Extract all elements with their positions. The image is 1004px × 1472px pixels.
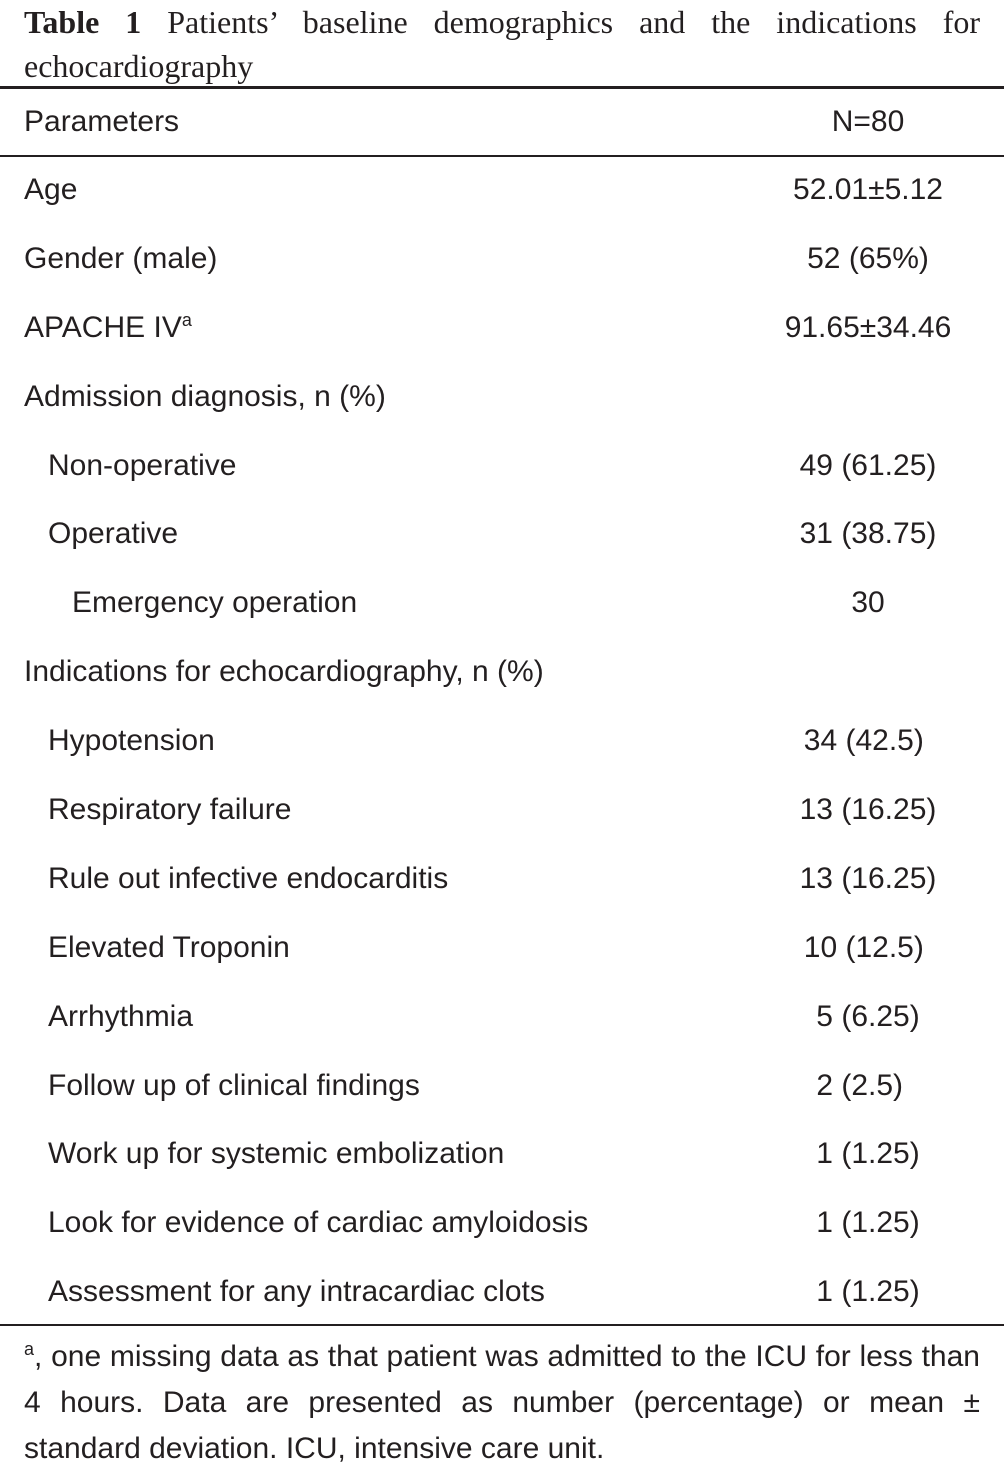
row-superscript: a — [181, 309, 192, 330]
row-value: 31 (38.75) — [799, 517, 937, 551]
table-row — [0, 501, 1004, 570]
row-parameter-text: Operative — [48, 517, 179, 551]
table-row — [0, 226, 1004, 295]
table-row — [0, 984, 1004, 1053]
table-row — [0, 777, 1004, 846]
table-row — [0, 915, 1004, 984]
bottom-rule — [0, 1324, 1004, 1326]
table-row — [0, 1053, 1004, 1122]
row-parameter — [48, 793, 291, 827]
row-parameter — [48, 862, 448, 896]
row-parameter-text: Follow up of clinical findings — [48, 1068, 420, 1102]
footnote-marker: a — [24, 1339, 35, 1359]
row-parameter — [48, 1206, 588, 1240]
footnote-text: , one missing data as that patient was admitted to the ICU for less than 4 hours. Data are presented as number (percentage) or mean ± standard deviation. ICU, intensive care unit. — [24, 1340, 980, 1465]
header-parameters: Parameters — [24, 105, 180, 138]
table-title: Patients’ baseline demographics and the indications for echocardiography — [24, 4, 981, 84]
row-value: 1 (1.25) — [807, 1206, 929, 1240]
table-row — [0, 295, 1004, 364]
row-parameter-text: Age — [24, 173, 78, 206]
row-parameter-text: Hypotension — [48, 724, 215, 758]
row-value: 52 (65%) — [807, 241, 929, 275]
row-parameter-text: Emergency operation — [72, 586, 358, 620]
row-parameter — [48, 449, 236, 483]
table-caption — [24, 0, 980, 88]
row-value: 13 (16.25) — [799, 861, 937, 895]
row-value: 30 — [851, 586, 885, 620]
table-header — [0, 89, 1004, 155]
row-parameter-text: Admission diagnosis, n (%) — [24, 379, 386, 413]
table-body — [0, 157, 1004, 1328]
row-parameter-text: APACHE IV — [24, 310, 182, 344]
table-row — [0, 157, 1004, 226]
row-parameter — [48, 1069, 420, 1103]
row-parameter — [48, 1000, 193, 1034]
row-value: 1 (1.25) — [807, 1275, 929, 1309]
row-parameter — [24, 380, 386, 414]
row-parameter — [72, 586, 357, 620]
row-parameter-text: Work up for systemic embolization — [48, 1137, 505, 1171]
row-value: 91.65±34.46 — [784, 310, 952, 344]
row-value: 49 (61.25) — [799, 448, 937, 482]
row-parameter — [24, 173, 77, 207]
table-row — [0, 639, 1004, 708]
row-parameter-text: Elevated Troponin — [48, 930, 290, 964]
row-value: 52.01±5.12 — [793, 173, 943, 206]
row-value: 13 (16.25) — [799, 793, 937, 827]
row-parameter — [48, 517, 178, 551]
row-parameter-text: Respiratory failure — [48, 793, 292, 827]
table-row — [0, 364, 1004, 433]
row-parameter — [24, 655, 544, 689]
row-parameter-text: Non-operative — [48, 448, 237, 482]
row-parameter — [24, 242, 217, 276]
table-footnote — [24, 1334, 980, 1472]
table-row — [0, 570, 1004, 639]
table-row — [0, 1259, 1004, 1328]
row-parameter — [48, 931, 290, 965]
table-row — [0, 433, 1004, 502]
row-value: 2 (2.5) — [816, 1068, 920, 1102]
row-value: 1 (1.25) — [807, 1137, 929, 1171]
table-row — [0, 1190, 1004, 1259]
row-value: 5 (6.25) — [807, 999, 929, 1033]
header-value: N=80 — [831, 105, 905, 138]
row-parameter-text: Rule out infective endocarditis — [48, 861, 449, 895]
table-row — [0, 1121, 1004, 1190]
row-parameter — [48, 1137, 504, 1171]
row-parameter-text: Indications for echocardiography, n (%) — [24, 655, 544, 689]
table-label: Table 1 — [24, 4, 142, 40]
row-value: 10 (12.5) — [803, 930, 933, 964]
row-parameter — [48, 1275, 545, 1309]
row-parameter-text: Look for evidence of cardiac amyloidosis — [48, 1206, 589, 1240]
row-parameter — [24, 311, 192, 345]
table-row — [0, 846, 1004, 915]
table-row — [0, 708, 1004, 777]
row-parameter — [48, 724, 215, 758]
row-parameter-text: Assessment for any intracardiac clots — [48, 1275, 545, 1309]
row-value: 34 (42.5) — [803, 724, 933, 758]
row-parameter-text: Gender (male) — [24, 241, 218, 275]
row-parameter-text: Arrhythmia — [48, 999, 194, 1033]
